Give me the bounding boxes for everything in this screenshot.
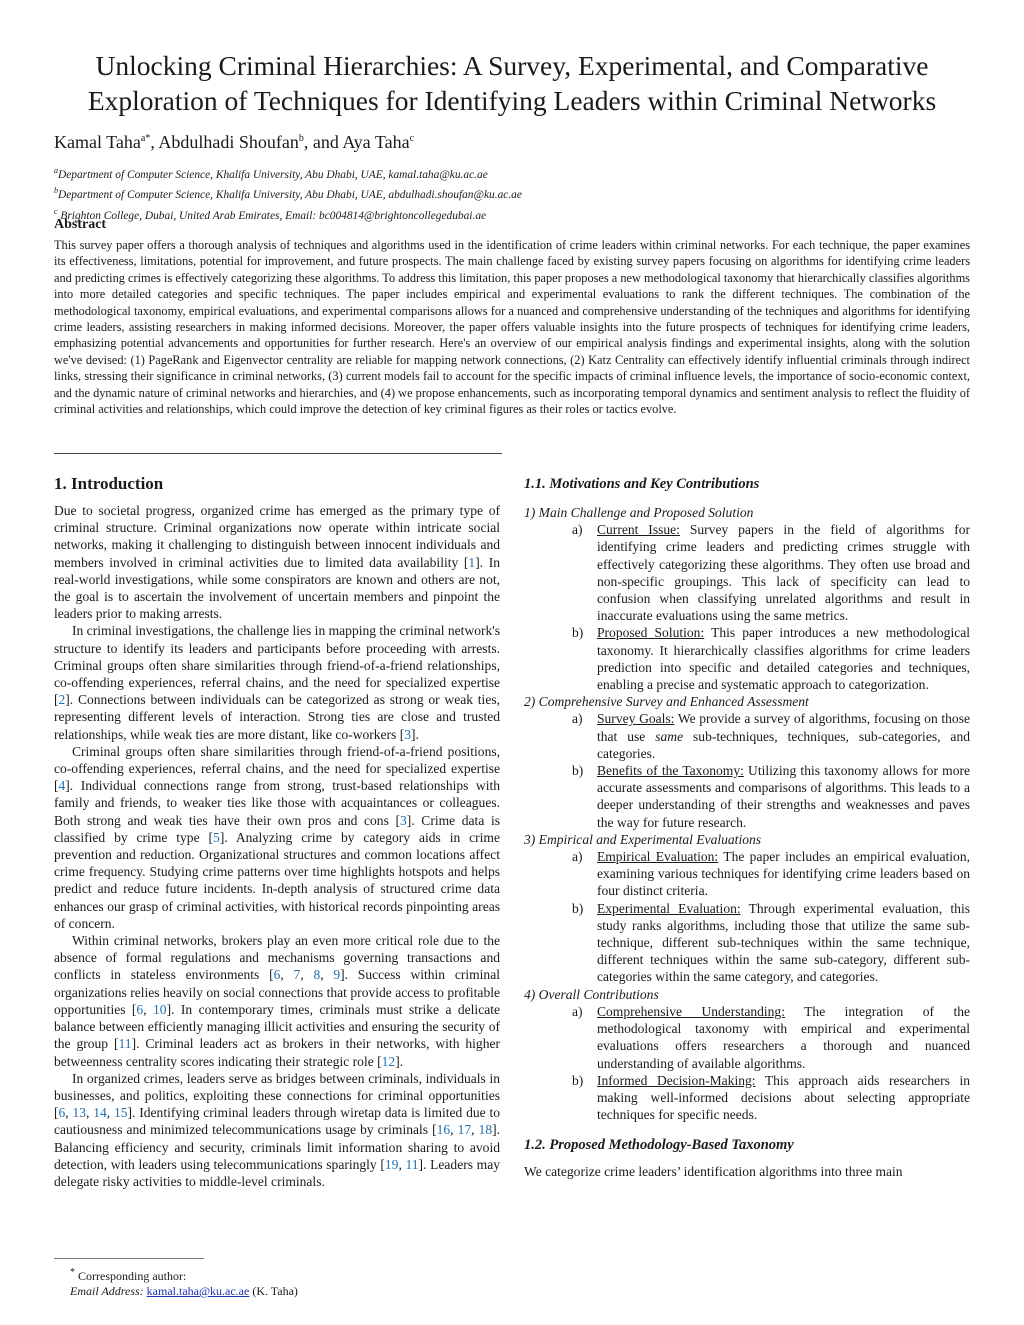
intro-paragraph: Due to societal progress, organized crime has emerged as the primary type of criminal structure. Criminal organizations now operate within intricate social networks, making it challenging to distinguish between innocent individuals and members involved in criminal activities due to limited data availability [1]. In real-world investigations, while some conspirators are known and others are not, the goal is to ascertain the involvement of uncertain members and pinpoint the leaders prior to making arrests. xyxy=(54,503,500,622)
citation-link[interactable]: 3 xyxy=(404,726,412,742)
intro-heading: 1. Introduction xyxy=(54,474,164,493)
affil-sup: b xyxy=(54,186,58,196)
citation-link[interactable]: 4 xyxy=(58,778,66,794)
citation-link[interactable]: 9 xyxy=(333,967,341,983)
citation-link[interactable]: 14 xyxy=(93,1105,107,1121)
author-sup: c xyxy=(409,133,415,144)
affil-text: Department of Computer Science, Khalifa University, Abu Dhabi, UAE, kamal.taha@ku.ac.ae xyxy=(58,168,488,181)
citation-link[interactable]: 10 xyxy=(153,1001,167,1017)
item-label: a) xyxy=(572,711,583,727)
author-name: Aya Taha xyxy=(342,132,410,152)
item-label: a) xyxy=(572,1003,583,1019)
title-line-2: Exploration of Techniques for Identifying Leaders within Criminal Networks xyxy=(87,85,937,116)
citation-link[interactable]: 6 xyxy=(58,1105,66,1121)
citation-link[interactable]: 19 xyxy=(384,1156,399,1172)
citation-link[interactable]: 15 xyxy=(114,1105,128,1121)
citation-link[interactable]: 2 xyxy=(58,692,66,708)
motivations-heading: 1.1. Motivations and Key Contributions xyxy=(524,476,760,492)
citation-link[interactable]: 5 xyxy=(213,829,220,845)
email-suffix: (K. Taha) xyxy=(249,1284,298,1298)
footnote-label: Corresponding author: xyxy=(75,1269,187,1283)
contribution-item: a) Current Issue: Survey papers in the field of algorithms for identifying crime leaders and predicting crimes struggle with effectively categorizing these algorithms. They often use broad and non-specific groupings. This lack of specificity can lead to confusion when classifying unrelated algorithms and result in inaccurate evaluations using the same metrics. xyxy=(572,522,971,624)
footnote-divider xyxy=(54,1258,204,1259)
contribution-item: a) Comprehensive Understanding: The integration of the methodological taxonomy with empirical and experimental evaluations offers researchers a thorough and nuanced understanding of available algorithms. xyxy=(572,1003,971,1071)
abstract-text: This survey paper offers a thorough analysis of techniques and algorithms used in the identification of crime leaders within criminal networks. For each technique, the paper examines its effectiveness, limitations, potential for improvement, and future prospects. The main challenge faced by existing survey papers focusing on algorithms for identifying crime leaders and predicting crimes is effectively categorizing these algorithms. To address this limitation, this paper proposes a new methodological taxonomy that hierarchically classifies algorithms into more detailed categories and specific techniques. The paper includes empirical and experimental evaluations to rank the different techniques. The combination of the methodological taxonomy, empirical evaluations, and experimental comparisons allows for a nuanced and comprehensive understanding of the techniques and algorithms for identifying crime leaders, assisting researchers in making informed decisions. Moreover, the paper offers valuable insights into the future prospects of techniques for identifying crime leaders, emphasizing potential advancements and opportunities for further research. Here's an overview of our empirical analysis findings and experimental insights, along with the solution we've devised: (1) PageRank and Eigenvector centrality are reliable for mapping network connections, (2) Katz Centrality can effectively identify influential criminals through indirect links, stressing their significance in criminal networks, (3) current models fail to account for the specific impacts of criminal influence levels, the importance of socio-economic context, and the dynamic nature of criminal networks and hierarchies, and (4) we propose enhancements, such as incorporating temporal dynamics and sentiment analysis to reflect the fluidity of criminal activities and relationships, which could improve the detection of key criminal figures as their roles or tactics evolve. xyxy=(54,238,970,417)
affiliation-c xyxy=(54,204,522,224)
contribution-item: b) Proposed Solution: This paper introduces a new methodological taxonomy. It hierarchically classifies algorithms for crime leaders prediction into specific and detailed categories and techniques, enabling a precise and systematic approach to categorization. xyxy=(572,625,971,693)
intro-paragraph: Within criminal networks, brokers play an even more critical role due to the absence of formal regulations and mechanisms governing transactions and conflicts in stateless environments [6, 7, 8, 9]. Success within criminal organizations relies heavily on social connections that provide access to profitable opportunities [6, 10]. In contemporary times, criminals must strike a delicate balance between efficiently managing illicit activities and ensuring the security of the group [11]. Criminal leaders act as brokers in their networks, with higher betweenness centrality scores indicating their strategic role [12]. xyxy=(54,933,500,1069)
item-label: b) xyxy=(572,763,584,779)
contribution-group-title: 3) Empirical and Experimental Evaluations xyxy=(524,831,762,847)
item-label: a) xyxy=(572,849,583,865)
footnote-mark: * xyxy=(70,1267,75,1278)
citation-link[interactable]: 11 xyxy=(405,1156,419,1172)
left-column xyxy=(54,472,500,1190)
citation-link[interactable]: 1 xyxy=(468,554,476,570)
footnote-line-2 xyxy=(70,1284,298,1299)
citation-link[interactable]: 3 xyxy=(399,812,407,828)
author-sep: , and xyxy=(303,132,343,152)
item-label: b) xyxy=(572,625,584,641)
affiliations xyxy=(54,163,522,224)
email-label: Email Address: xyxy=(70,1284,144,1298)
email-link[interactable]: kamal.taha@ku.ac.ae xyxy=(146,1284,250,1298)
intro-paragraph: In criminal investigations, the challenge lies in mapping the criminal network's structure to identify its leaders and participants before proceeding with arrests. Criminal groups often share similarities through friend-of-a-friend relationships, co-offending experiences, referral chains, and the need for specialized expertise [2]. Connections between individuals can be categorized as strong or weak ties, representing different levels of interaction. Strong ties are close and trusted relationships, while weak ties are more distant, like co-workers [3]. xyxy=(54,623,500,742)
item-term: Comprehensive Understanding: xyxy=(597,1003,785,1019)
citation-link[interactable]: 6 xyxy=(273,967,281,983)
footnote-line-1 xyxy=(70,1265,298,1284)
motivations-list xyxy=(524,504,970,1123)
item-term: Benefits of the Taxonomy: xyxy=(597,763,744,779)
item-term: Informed Decision-Making: xyxy=(597,1072,756,1088)
citation-link[interactable]: 16 xyxy=(436,1122,451,1138)
contribution-item: b) Informed Decision-Making: This approach aids researchers in making well-informed decisions about selecting appropriate techniques for specific needs. xyxy=(572,1072,970,1123)
title-line-1: Unlocking Criminal Hierarchies: A Survey, Experimental, and Comparative xyxy=(95,50,929,81)
item-label: b) xyxy=(572,900,584,916)
citation-link[interactable]: 7 xyxy=(293,967,301,983)
affil-text: Department of Computer Science, Khalifa University, Abu Dhabi, UAE, abdulhadi.shoufan@ku.ac.ae xyxy=(58,189,522,202)
item-label: b) xyxy=(572,1072,584,1088)
author-name: Kamal Taha xyxy=(54,132,141,152)
citation-link[interactable]: 6 xyxy=(136,1001,144,1017)
right-column xyxy=(524,472,970,1181)
author-sep: , xyxy=(150,132,159,152)
intro-paragraph: Criminal groups often share similarities through friend-of-a-friend positions, co-offending experiences, referral chains, and the need for specialized expertise [4]. Individual connections range from strong, trust-based relationships with family and friends, to weaker ties like those with acquaintances or colleagues. Both strong and weak ties have their own pros and cons [3]. Crime data is classified by crime type [5]. Analyzing crime by category aids in crime prevention and reduction. Organizational structures and common locations affect crime frequency. Studying crime patterns over time highlights hotspots and helps predict and reduce future incidents. In-depth analysis of structured crime data enhances our grasp of criminal activities, with historical records pinpointing areas of concern. xyxy=(54,743,500,931)
paper-title xyxy=(40,48,984,118)
intro-body xyxy=(54,502,500,1190)
contribution-item: a) Empirical Evaluation: The paper includes an empirical evaluation, examining various techniques for identifying crime leaders based on four distinct criteria. xyxy=(572,849,970,899)
contribution-item: b) Benefits of the Taxonomy: Utilizing this taxonomy allows for more accurate assessments and comparisons of algorithms. This leads to a deeper understanding of their strengths and weaknesses and paves the way for future research. xyxy=(572,763,970,830)
citation-link[interactable]: 8 xyxy=(313,967,321,983)
contribution-item: b) Experimental Evaluation: Through experimental evaluation, this study ranks algorithms, including those that utilize the same sub-technique, different sub-techniques within the same technique, different techniques within the same sub-category, different sub-categories within the same category, and categories. xyxy=(572,900,970,985)
intro-paragraph: In organized crimes, leaders serve as bridges between criminals, individuals in businesses, and politics, exploiting these connections for criminal opportunities [6, 13, 14, 15]. Identifying criminal leaders through wiretap data is limited due to cautiousness and minimized telecommunications usage by criminals [16, 17, 18]. Balancing efficiency and security, criminals limit information sharing to avoid detection, with leaders using telecommunications sparingly [19, 11]. Leaders may delegate risky activities to middle-level criminals. xyxy=(54,1070,501,1189)
item-term: Proposed Solution: xyxy=(597,625,705,641)
affil-sup: c xyxy=(54,206,58,216)
author-sup: a* xyxy=(140,133,151,144)
footnote xyxy=(70,1265,298,1299)
contribution-group-title: 2) Comprehensive Survey and Enhanced Assessment xyxy=(524,694,809,710)
item-term: Empirical Evaluation: xyxy=(597,849,719,865)
item-term: Experimental Evaluation: xyxy=(597,900,741,916)
item-emphasis: same xyxy=(655,728,684,744)
taxonomy-heading: 1.2. Proposed Methodology-Based Taxonomy xyxy=(524,1137,794,1154)
contribution-group-title: 1) Main Challenge and Proposed Solution xyxy=(524,505,754,520)
item-term: Survey Goals: xyxy=(597,711,675,727)
affiliation-a xyxy=(54,163,522,183)
abstract-heading: Abstract xyxy=(54,217,107,232)
contribution-item: a) Survey Goals: We provide a survey of algorithms, focusing on those that use same sub-techniques, techniques, sub-categories, and categories. xyxy=(572,711,970,761)
affil-sup: a xyxy=(54,166,58,175)
item-label: a) xyxy=(572,522,583,538)
author-list xyxy=(54,132,414,153)
taxonomy-text: We categorize crime leaders’ identification algorithms into three main xyxy=(524,1164,903,1180)
author-name: Abdulhadi Shoufan xyxy=(158,132,299,152)
citation-link[interactable]: 17 xyxy=(457,1122,472,1138)
citation-link[interactable]: 13 xyxy=(72,1105,87,1121)
author-sup: b xyxy=(298,133,304,144)
affiliation-b xyxy=(54,183,522,203)
citation-link[interactable]: 12 xyxy=(381,1053,396,1069)
citation-link[interactable]: 18 xyxy=(478,1122,493,1138)
affil-text: Brighton College, Dubai, United Arab Emirates, Email: bc004814@brightoncollegedubai.ae xyxy=(57,209,487,222)
item-term: Current Issue: xyxy=(597,522,680,538)
citation-link[interactable]: 11 xyxy=(118,1036,132,1052)
section-divider xyxy=(54,453,502,454)
contribution-group-title: 4) Overall Contributions xyxy=(524,986,659,1002)
